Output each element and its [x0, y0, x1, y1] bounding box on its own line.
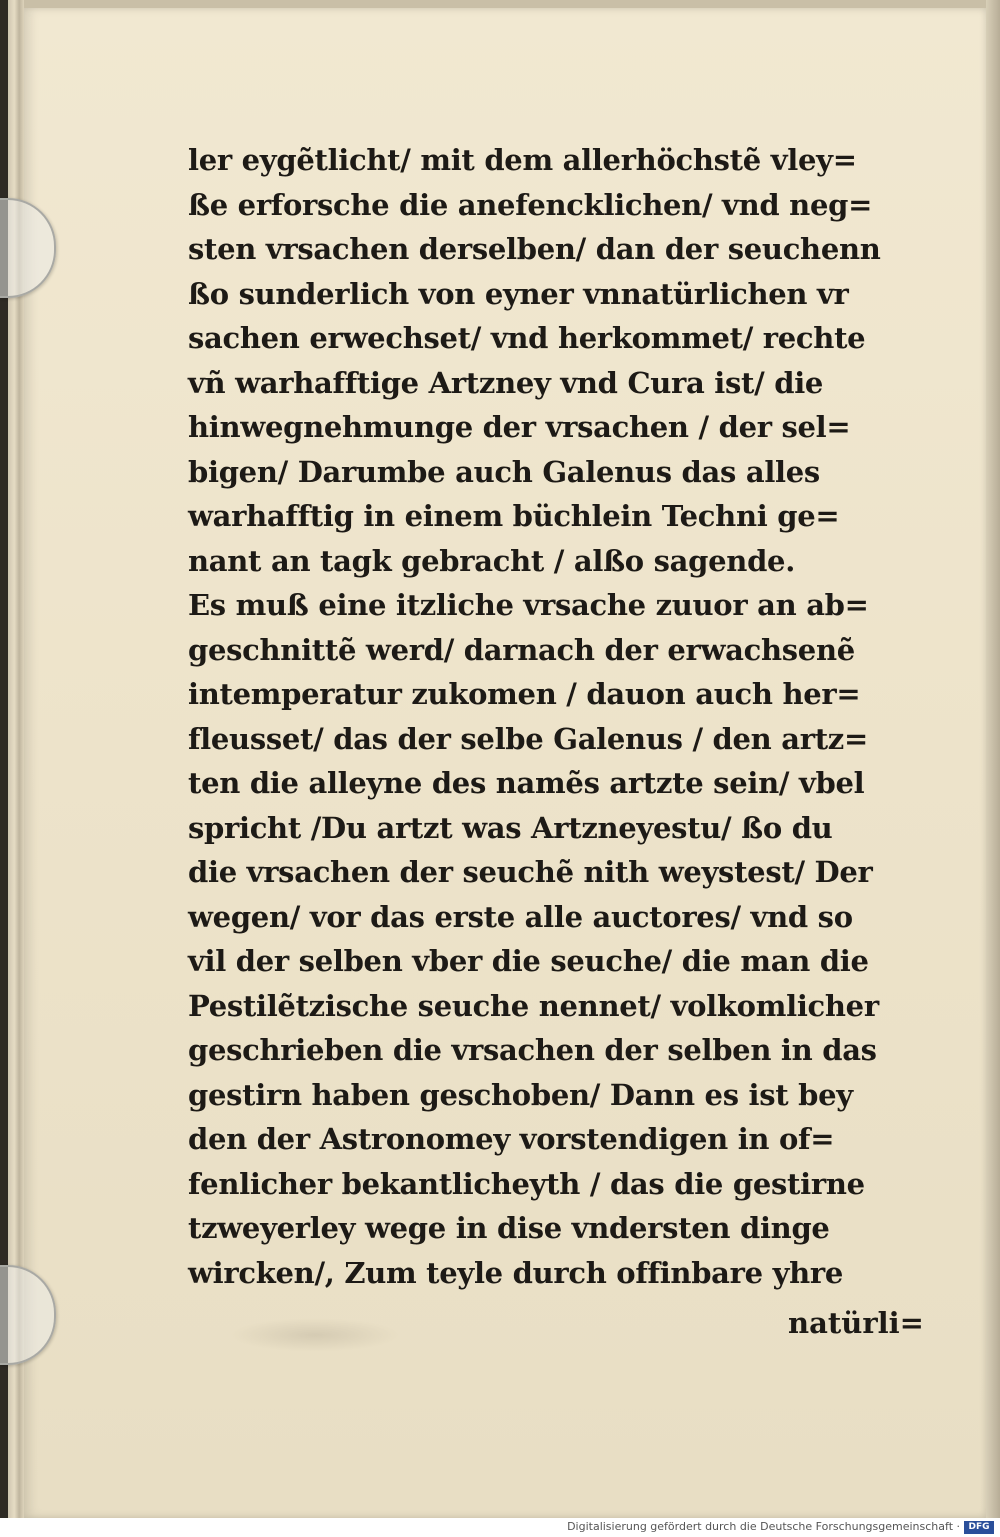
- text-line: ten die alleyne des namẽs artzte sein/ vbel: [188, 766, 865, 800]
- digitization-credit: Digitalisierung gefördert durch die Deutsche Forschungsgemeinschaft ·: [567, 1520, 960, 1533]
- text-line: hinwegnehmunge der vrsachen / der sel=: [188, 410, 851, 444]
- top-page-edge: [0, 0, 1000, 8]
- text-line: fleusset/ das der selbe Galenus / den artz=: [188, 721, 868, 756]
- text-line: sten vrsachen derselben/ dan der seuchenn: [188, 232, 881, 266]
- text-line: geschrieben die vrsachen der selben in das: [188, 1033, 877, 1067]
- text-line: vil der selben vber die seuche/ die man die: [188, 944, 869, 978]
- page-text-block: [188, 138, 948, 1295]
- dfg-logo-icon: DFG: [964, 1521, 994, 1534]
- text-line: vñ warhafftige Artzney vnd Cura ist/ die: [188, 365, 824, 400]
- text-line: sachen erwechset/ vnd herkommet/ rechte: [188, 321, 866, 355]
- text-line: nant an tagk gebracht / alßo sagende.: [188, 543, 796, 578]
- text-line: ße erforsche die anefencklichen/ vnd neg=: [188, 187, 873, 222]
- text-line: fenlicher bekantlicheyth / das die gestirne: [188, 1166, 865, 1201]
- text-line: wegen/ vor das erste alle auctores/ vnd so: [188, 899, 853, 934]
- text-line: gestirn haben geschoben/ Dann es ist bey: [188, 1077, 853, 1112]
- text-line: Es muß eine itzliche vrsache zuuor an ab=: [188, 588, 869, 622]
- text-line: Pestilẽtzische seuche nennet/ volkomlicher: [188, 988, 879, 1023]
- text-line: spricht /Du artzt was Artzneyestu/ ßo du: [188, 810, 833, 845]
- text-line: ler eygẽtlicht/ mit dem allerhöchstẽ vley=: [188, 143, 857, 177]
- text-line: warhafftig in einem büchlein Techni ge=: [188, 499, 840, 533]
- show-through-ink: [230, 1318, 400, 1352]
- text-line: intemperatur zukomen / dauon auch her=: [188, 677, 861, 711]
- text-line: bigen/ Darumbe auch Galenus das alles: [188, 454, 820, 489]
- digitization-footer: [0, 1518, 1000, 1537]
- text-line: geschnittẽ werd/ darnach der erwachsenẽ: [188, 632, 855, 667]
- text-line: den der Astronomey vorstendigen in of=: [188, 1122, 835, 1156]
- right-page-edge: [986, 0, 1000, 1537]
- text-line: wircken/, Zum teyle durch offinbare yhre: [188, 1255, 844, 1290]
- catchword: natürli=: [788, 1306, 924, 1340]
- text-line: tzweyerley wege in dise vndersten dinge: [188, 1211, 830, 1245]
- text-line: die vrsachen der seuchẽ nith weystest/ Der: [188, 855, 873, 889]
- text-line: ßo sunderlich von eyner vnnatürlichen vr: [188, 276, 849, 311]
